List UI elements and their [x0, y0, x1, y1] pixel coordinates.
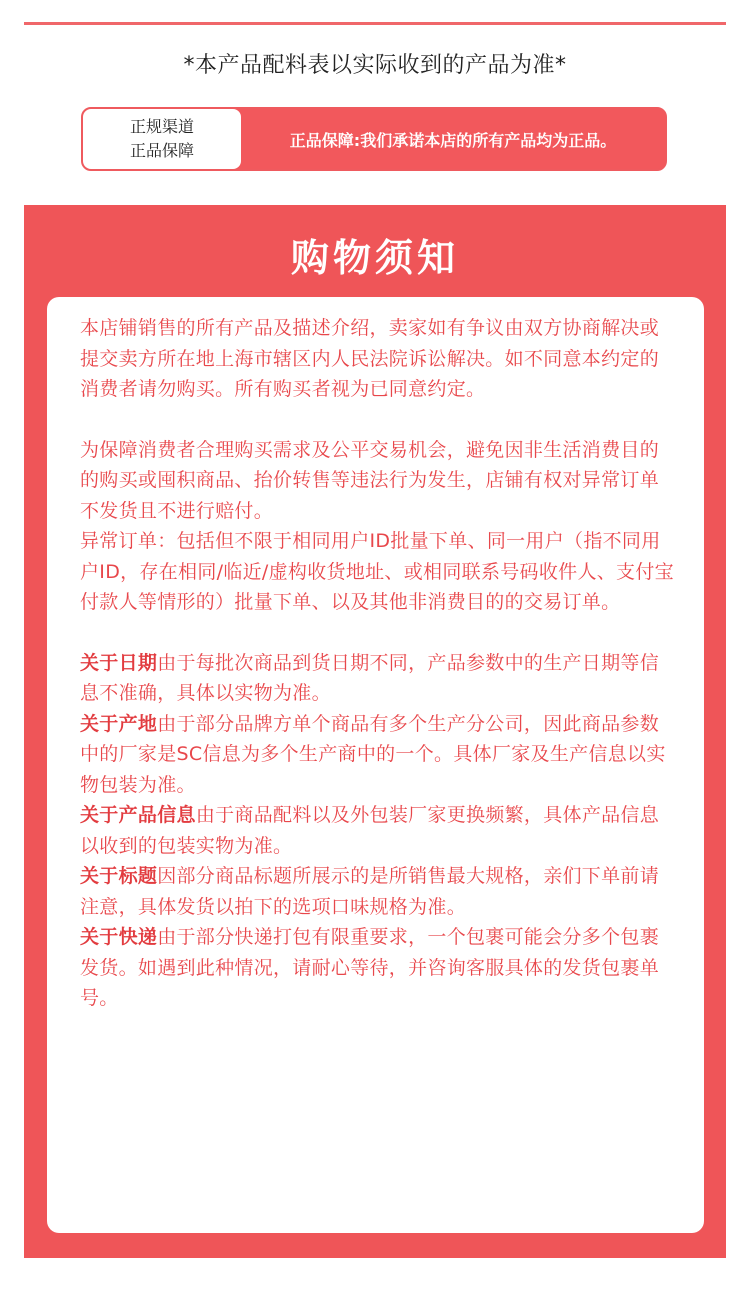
- shopping-notice-panel: [24, 205, 726, 1258]
- badge-line-1: 正规渠道: [129, 117, 194, 136]
- authenticity-statement: 正品保障:我们承诺本店的所有产品均为正品。: [289, 130, 617, 150]
- ingredients-notice: *本产品配料表以实际收到的产品为准*: [183, 53, 567, 78]
- item-text: 由于部分品牌方单个商品有多个生产分公司，因此商品参数中的厂家是SC信息为多个生产商中的一个。具体厂家及生产信息以实物包装为准。: [80, 712, 666, 796]
- item-text: 由于部分快递打包有限重要求，一个包裹可能会分多个包裹发货。如遇到此种情况，请耐心等待，并咨询客服具体的发货包裹单号。: [80, 926, 660, 1009]
- authenticity-banner: [81, 107, 667, 171]
- item-label: 关于产地: [80, 712, 158, 735]
- notice-card: [47, 297, 704, 1233]
- item-text: 由于每批次商品到货日期不同，产品参数中的生产日期等信息不准确，具体以实物为准。: [80, 651, 660, 704]
- dispute-paragraph: 本店铺销售的所有产品及描述介绍，卖家如有争议由双方协商解决或提交卖方所在地上海市辖区内人民法院诉讼解决。如不同意本约定的消费者请勿购买。所有购买者视为已同意约定。: [80, 317, 660, 400]
- notice-item-origin: [80, 709, 674, 801]
- item-label: 关于日期: [80, 651, 158, 674]
- item-label: 关于产品信息: [80, 804, 196, 826]
- notice-item-product-info: [80, 800, 674, 861]
- item-text: 由于商品配料以及外包装厂家更换频繁，具体产品信息以收到的包装实物为准。: [80, 804, 660, 857]
- item-text: 因部分商品标题所展示的是所销售最大规格，亲们下单前请注意，具体发货以拍下的选项口味规格为准。: [80, 865, 660, 918]
- top-divider: [24, 22, 726, 25]
- item-label: 关于快递: [80, 926, 158, 948]
- fair-trade-paragraph: 为保障消费者合理购买需求及公平交易机会，避免因非生活消费目的的购买或囤积商品、抬价转售等违法行为发生，店铺有权对异常订单不发货且不进行赔付。: [80, 438, 660, 522]
- item-label: 关于标题: [80, 865, 158, 887]
- authenticity-badge: [83, 109, 241, 169]
- badge-line-2: 正品保障: [129, 141, 194, 160]
- notice-item-title: [80, 861, 674, 922]
- notice-item-delivery: [80, 922, 674, 1014]
- panel-title: 购物须知: [290, 236, 459, 280]
- notice-item-date: [80, 648, 674, 709]
- abnormal-order-paragraph: 异常订单：包括但不限于相同用户ID批量下单、同一用户（指不同用户ID，存在相同/临近/虚构收货地址、或相同联系号码收件人、支付宝付款人等情形的）批量下单、以及其他非消费目的的交易订单。: [80, 530, 674, 613]
